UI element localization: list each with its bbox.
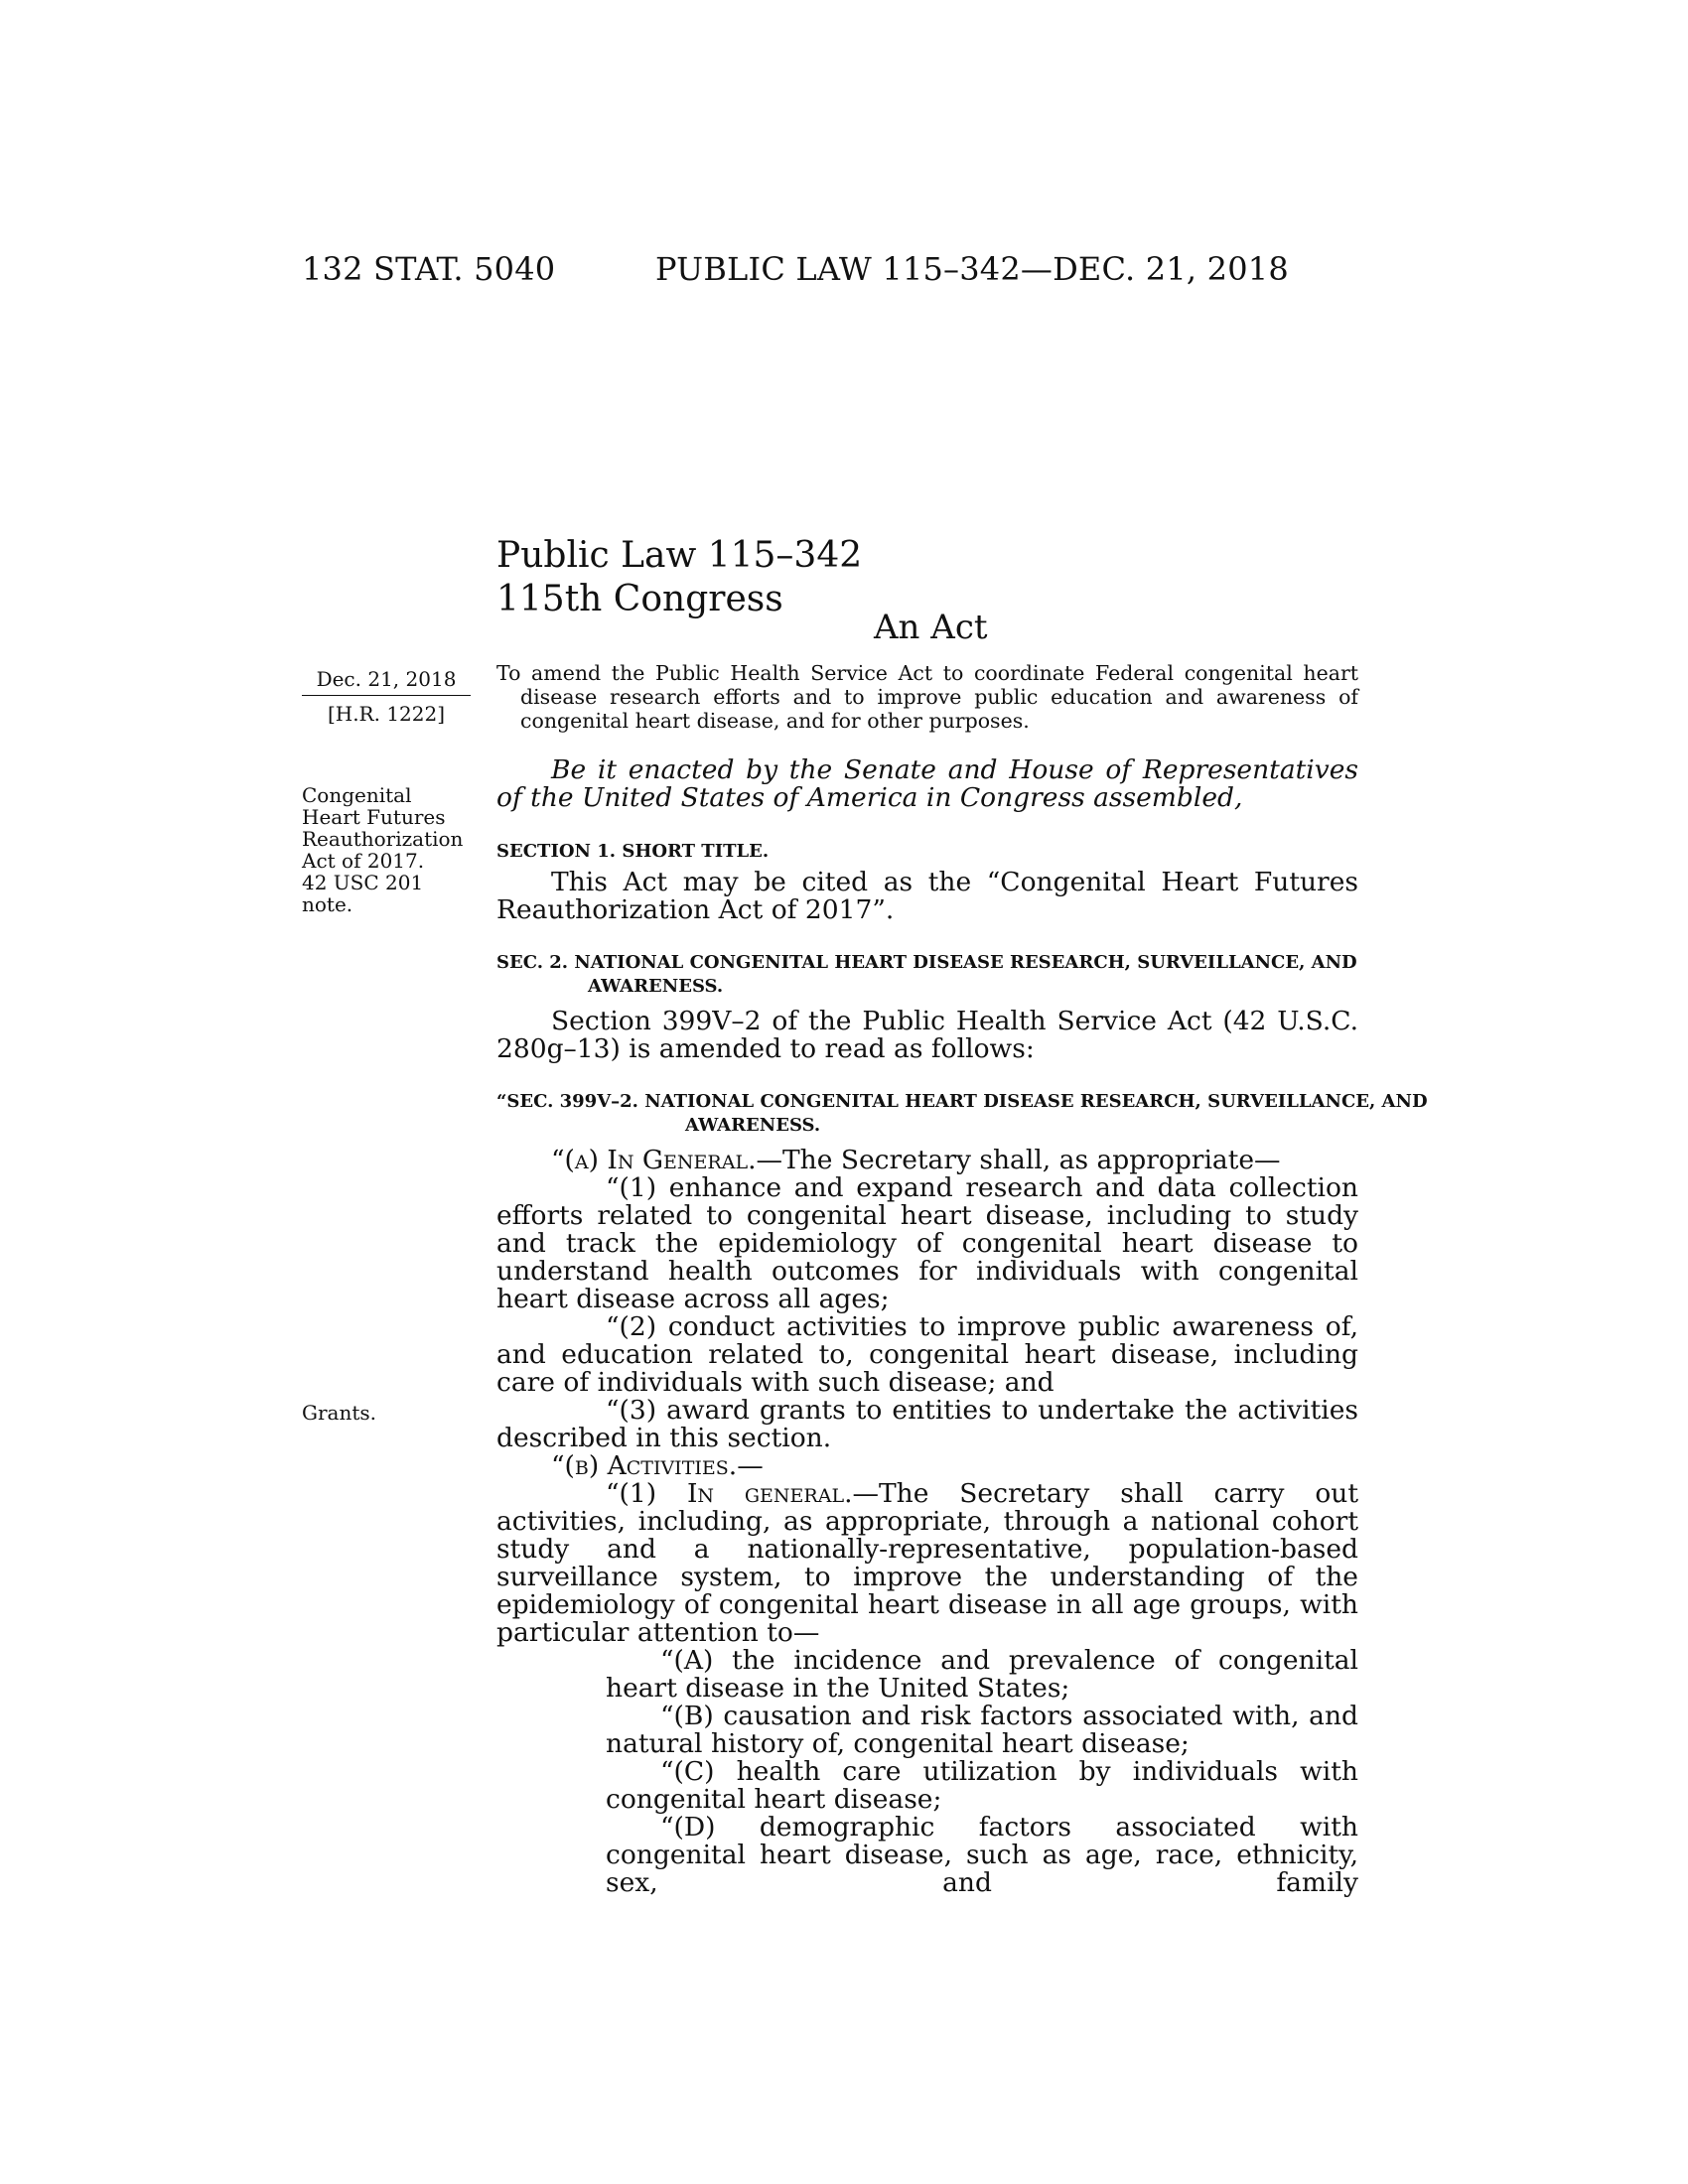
amended-section-body: [496, 1147, 1358, 1897]
paragraph-a1: “(1) enhance and expand research and data collection efforts related to congenital heart disease, including to study and track the epidemiology of congenital heart disease to understand health outcomes for individuals with congenital heart disease across all ages;: [496, 1172, 1358, 1314]
enacting-clause: Be it enacted by the Senate and House of Representatives of the United States of America in Congress assembled,: [496, 754, 1358, 813]
subsection-b: [496, 1452, 1358, 1480]
congress-number: 115th Congress: [496, 579, 783, 619]
subsection-a-text: —The Secretary shall, as appropriate—: [756, 1145, 1281, 1175]
stat-page-number: 132 STAT. 5040: [302, 250, 556, 288]
subparagraph-C: “(C) health care utilization by individuals with congenital heart disease;: [606, 1756, 1358, 1815]
margin-note-grants: Grants.: [302, 1401, 376, 1425]
bill-number: [H.R. 1222]: [327, 702, 446, 726]
paragraph-a3: “(3) award grants to entities to undertake the activities described in this section.: [496, 1395, 1358, 1453]
usc-note: 42 USC 201 note.: [302, 871, 424, 916]
purpose-line-1: To amend the Public Health Service Act to coordinate Federal congenital heart: [496, 661, 1358, 685]
subsection-b-label: “(b) Activities.: [551, 1450, 738, 1481]
enactment-date-box: [302, 667, 471, 726]
subparagraph-A: “(A) the incidence and prevalence of congenital heart disease in the United States;: [606, 1645, 1358, 1704]
paragraph-b1-label: “(1) In general.: [606, 1478, 853, 1509]
inserted-section-heading: “SEC. 399V–2. NATIONAL CONGENITAL HEART DISEASE RESEARCH, SURVEILLANCE, AND AWARENESS.: [496, 1091, 1428, 1136]
public-law-number: Public Law 115–342: [496, 535, 863, 576]
paragraph-a2: “(2) conduct activities to improve public awareness of, and education related to, congenital heart disease, including care of individuals with such disease; and: [496, 1311, 1358, 1398]
an-act-heading: An Act: [874, 608, 988, 647]
subsection-b-text: —: [737, 1450, 764, 1481]
subparagraph-D: “(D) demographic factors associated with congenital heart disease, such as age, race, ethnicity, sex, and family: [606, 1812, 1358, 1898]
section-1-heading: SECTION 1. SHORT TITLE.: [496, 841, 770, 862]
enactment-date: Dec. 21, 2018: [302, 667, 471, 696]
running-header: PUBLIC LAW 115–342—DEC. 21, 2018: [655, 250, 1289, 288]
subsection-a-label: “(a) In General.: [551, 1145, 757, 1175]
short-title-note: Congenital Heart Futures Reauthorization Act of 2017.: [302, 783, 464, 873]
purpose-text: [496, 661, 1358, 733]
section-1-text: This Act may be cited as the “Congenital Heart Futures Reauthorization Act of 2017”.: [496, 867, 1358, 925]
paragraph-b1-text: —The Secretary shall carry out activities, including, as appropriate, through a national cohort study and a nationally-representative, population-based surveillance system, to improve the understanding of the epidemiology of congenital heart disease in all age groups, with particular attention to—: [496, 1478, 1358, 1648]
title-block: [496, 534, 862, 621]
subsection-a: [496, 1147, 1358, 1174]
subparagraph-B: “(B) causation and risk factors associated with, and natural history of, congenital heart disease;: [606, 1701, 1358, 1759]
section-2-heading: SEC. 2. NATIONAL CONGENITAL HEART DISEASE RESEARCH, SURVEILLANCE, AND AWARENESS.: [496, 952, 1357, 997]
section-2-text: Section 399V–2 of the Public Health Service Act (42 U.S.C. 280g–13) is amended to read as follows:: [496, 1006, 1358, 1064]
purpose-rest: disease research efforts and to improve public education and awareness of congenital heart disease, and for other purposes.: [520, 685, 1358, 733]
paragraph-b1: [496, 1480, 1358, 1647]
margin-note-short-title: [302, 784, 471, 915]
